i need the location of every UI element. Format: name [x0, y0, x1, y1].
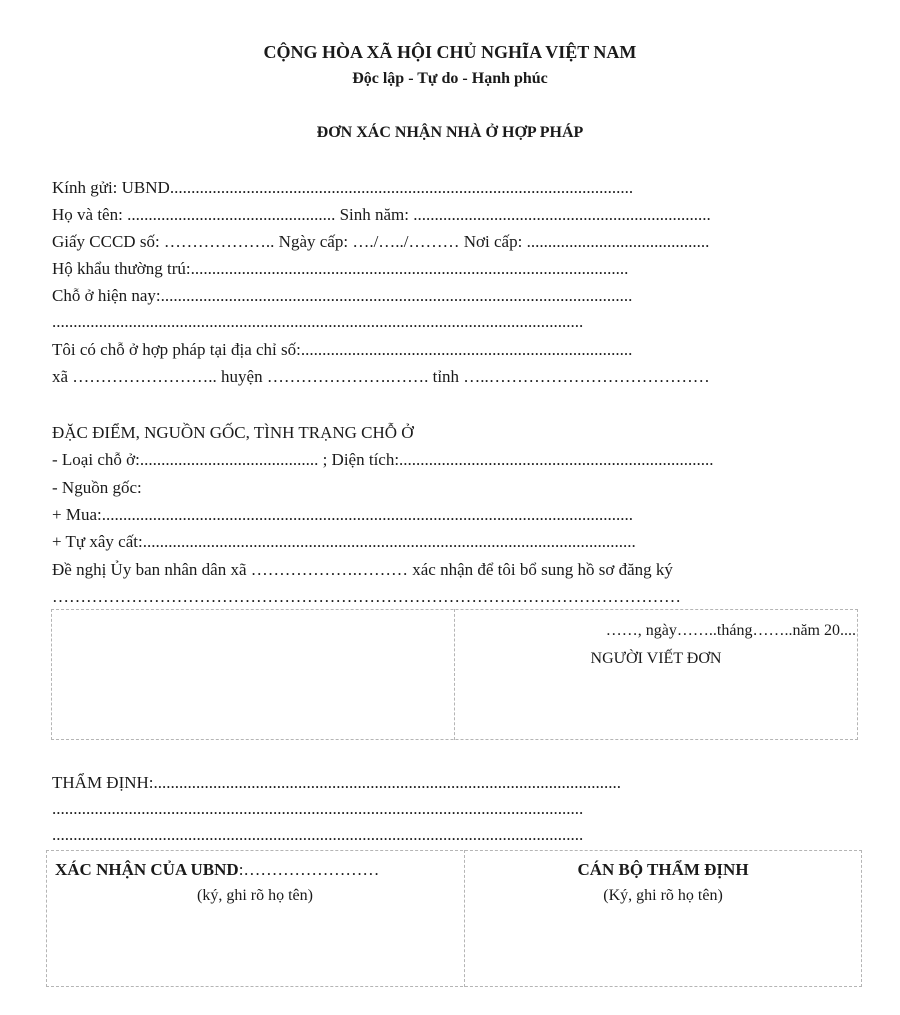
field-xa-huyen-tinh: xã …………………….. huyện ………………….……. tỉnh …..………………………………… — [52, 367, 710, 386]
officer-sign-instruction: (Ký, ghi rõ họ tên) — [603, 887, 723, 904]
signature-writer-label: NGƯỜI VIẾT ĐƠN — [590, 650, 722, 667]
ubnd-sign-instruction: (ký, ghi rõ họ tên) — [197, 887, 313, 904]
appraisal-line-3: ............................................................................................................................. — [52, 825, 584, 844]
signature-date-line: ……, ngày……..tháng……..năm 20.... — [605, 622, 856, 639]
ubnd-confirm-heading — [55, 861, 379, 878]
field-tu-xay: + Tự xây cất:.................................................................................................................... — [52, 532, 636, 551]
field-ho-khau: Hộ khẩu thường trú:....................................................................................................... — [52, 259, 629, 278]
field-dots-line: ............................................................................................................................. — [52, 312, 584, 331]
field-ho-ten: Họ và tên: ................................................. Sinh năm: ...................................................................... — [52, 205, 711, 224]
field-mua: + Mua:............................................................................................................................. — [52, 505, 633, 524]
section-dots-line: ………………………………………………………………………………………………… — [52, 587, 681, 606]
form-title: ĐƠN XÁC NHẬN NHÀ Ở HỢP PHÁP — [316, 124, 584, 141]
field-loai-cho-o: - Loại chỗ ở:.......................................... ; Diện tích:.......................................................................... — [52, 450, 714, 469]
signature-writer-divider — [454, 609, 455, 740]
field-cho-o: Chỗ ở hiện nay:............................................................................................................... — [52, 286, 633, 305]
national-title: CỘNG HÒA XÃ HỘI CHỦ NGHĨA VIỆT NAM — [263, 42, 637, 62]
national-motto: Độc lập - Tự do - Hạnh phúc — [352, 70, 548, 87]
appraisal-label: THẨM ĐỊNH:.............................................................................................................. — [52, 773, 622, 792]
section-heading: ĐẶC ĐIỂM, NGUỒN GỐC, TÌNH TRẠNG CHỖ Ở — [52, 423, 414, 442]
field-nguon-goc: - Nguồn gốc: — [52, 478, 142, 497]
field-cccd: Giấy CCCD số: ……………….. Ngày cấp: …./…../……… Nơi cấp: ........................................... — [52, 232, 710, 251]
field-de-nghi: Đề nghị Ủy ban nhân dân xã ……………….……… xác nhận để tôi bổ sung hồ sơ đăng ký — [52, 560, 673, 579]
field-dia-chi: Tôi có chỗ ở hợp pháp tại địa chỉ số:.............................................................................. — [52, 340, 633, 359]
ubnd-confirm-dots: :…………………… — [238, 860, 380, 879]
field-kinh-gui: Kính gửi: UBND............................................................................................................. — [52, 178, 634, 197]
ubnd-confirm-label: XÁC NHẬN CỦA UBND — [55, 860, 239, 879]
appraisal-line-2: ............................................................................................................................. — [52, 799, 584, 818]
officer-label: CÁN BỘ THẨM ĐỊNH — [577, 860, 749, 879]
